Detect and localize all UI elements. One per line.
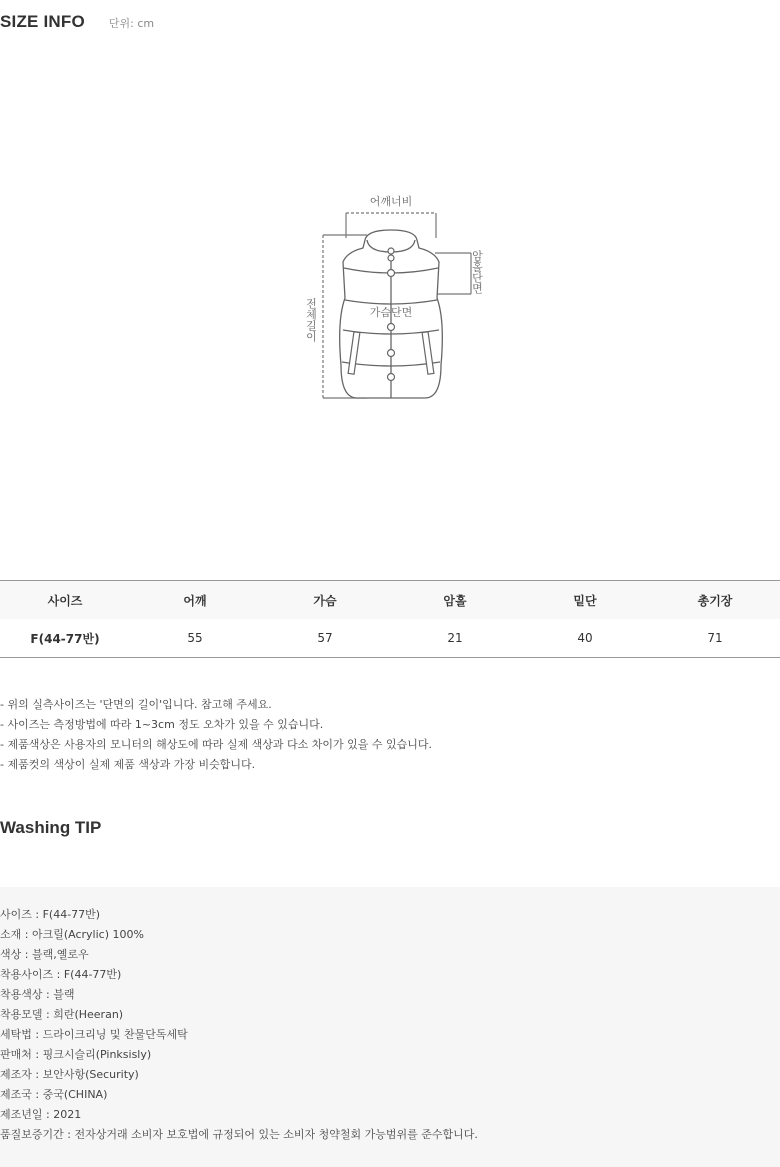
- size-notes: [0, 695, 432, 775]
- size-info-title: SIZE INFO: [0, 12, 85, 31]
- info-seller: 판매처 : 핑크시슬리(Pinksisly): [0, 1048, 152, 1061]
- note-line: - 위의 실측사이즈는 '단면의 길이'입니다. 참고해 주세요.: [0, 698, 272, 711]
- cell-hem: 40: [520, 619, 650, 658]
- cell-armhole: 21: [390, 619, 520, 658]
- header-size: 사이즈: [0, 581, 130, 620]
- armhole-label: 암홀단면: [470, 250, 484, 294]
- info-year: 제조년일 : 2021: [0, 1108, 82, 1121]
- info-size: 사이즈 : F(44-77반): [0, 908, 101, 921]
- note-line: - 사이즈는 측정방법에 따라 1~3cm 정도 오차가 있을 수 있습니다.: [0, 718, 324, 731]
- info-warranty: 품질보증기간 : 전자상거래 소비자 보호법에 규정되어 있는 소비자 청약철회 가능범위를 준수합니다.: [0, 1128, 478, 1141]
- header-total-length: 총기장: [650, 581, 780, 620]
- info-model: 착용모델 : 희란(Heeran): [0, 1008, 124, 1021]
- header-armhole: 암홀: [390, 581, 520, 620]
- info-worn-size: 착용사이즈 : F(44-77반): [0, 968, 122, 981]
- table-row: [0, 619, 780, 658]
- length-label: 전체길이: [304, 298, 318, 342]
- info-material: 소재 : 아크릴(Acrylic) 100%: [0, 928, 144, 941]
- note-line: - 제품색상은 사용자의 모니터의 해상도에 따라 실제 색상과 다소 차이가 있을 수 있습니다.: [0, 738, 432, 751]
- product-info-list: [0, 905, 478, 1145]
- size-table: [0, 580, 780, 658]
- note-line: - 제품컷의 색상이 실제 제품 색상과 가장 비슷합니다.: [0, 758, 256, 771]
- shoulder-label: 어깨너비: [369, 195, 413, 208]
- cell-shoulder: 55: [130, 619, 260, 658]
- vest-illustration: [295, 190, 495, 405]
- cell-chest: 57: [260, 619, 390, 658]
- header-shoulder: 어깨: [130, 581, 260, 620]
- info-country: 제조국 : 중국(CHINA): [0, 1088, 108, 1101]
- product-info-box: [0, 887, 780, 1167]
- size-table-header-row: [0, 581, 780, 620]
- info-worn-color: 착용색상 : 블랙: [0, 988, 75, 1001]
- cell-total-length: 71: [650, 619, 780, 658]
- size-info-header: [0, 12, 154, 36]
- header-hem: 밑단: [520, 581, 650, 620]
- info-color: 색상 : 블랙,옐로우: [0, 948, 89, 961]
- cell-size: F(44-77반): [0, 619, 130, 658]
- info-washing: 세탁법 : 드라이크리닝 및 찬물단독세탁: [0, 1028, 188, 1041]
- header-chest: 가슴: [260, 581, 390, 620]
- chest-label: 가슴단면: [369, 306, 413, 319]
- washing-tip-title: Washing TIP: [0, 818, 102, 837]
- vest-size-diagram: [295, 190, 495, 405]
- unit-label: 단위: cm: [108, 17, 155, 30]
- info-manufacturer: 제조자 : 보안사항(Security): [0, 1068, 139, 1081]
